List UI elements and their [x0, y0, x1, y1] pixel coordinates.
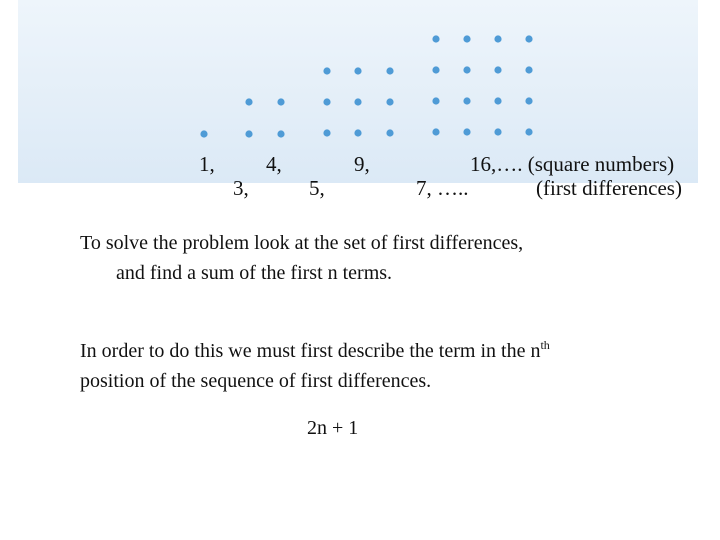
dot — [432, 35, 439, 42]
dot-pattern-9 — [323, 67, 393, 136]
dot — [463, 128, 470, 135]
dot — [463, 97, 470, 104]
first-differences-label: (first differences) — [536, 176, 682, 200]
dot — [277, 130, 284, 137]
dot — [432, 128, 439, 135]
dot — [494, 66, 501, 73]
dot — [386, 67, 393, 74]
explanation-line-1 — [80, 336, 550, 366]
square-number-1: 1, — [199, 152, 215, 176]
dot — [354, 129, 361, 136]
difference-7: 7, ….. — [416, 176, 469, 200]
dot — [494, 35, 501, 42]
square-number-16: 16,…. (square numbers) — [470, 152, 675, 176]
dot — [432, 66, 439, 73]
dot — [323, 67, 330, 74]
dot — [494, 97, 501, 104]
dot — [386, 129, 393, 136]
dot — [354, 67, 361, 74]
square-number-9: 9, — [354, 152, 370, 176]
difference-3: 3, — [233, 176, 249, 200]
dot — [525, 35, 532, 42]
dot — [200, 130, 207, 137]
instruction-line-2: and find a sum of the first n terms. — [116, 262, 393, 284]
explanation-line-2: position of the sequence of first differences. — [80, 370, 432, 392]
dot — [525, 97, 532, 104]
explanation-line-1-text: In order to do this we must first describe the term in the n — [80, 340, 541, 362]
nth-term-formula: 2n + 1 — [307, 417, 359, 439]
dot — [525, 66, 532, 73]
difference-5: 5, — [309, 176, 325, 200]
dot — [432, 97, 439, 104]
dot — [245, 98, 252, 105]
dot — [323, 129, 330, 136]
square-number-4: 4, — [266, 152, 282, 176]
dot — [463, 35, 470, 42]
dot — [525, 128, 532, 135]
dot — [386, 98, 393, 105]
dot-pattern-16 — [432, 35, 532, 135]
dot — [354, 98, 361, 105]
dot-pattern-4 — [245, 98, 284, 137]
dot — [245, 130, 252, 137]
instruction-line-1: To solve the problem look at the set of first differences, — [80, 232, 524, 254]
dot — [277, 98, 284, 105]
dot — [323, 98, 330, 105]
dot — [494, 128, 501, 135]
dot — [463, 66, 470, 73]
superscript-th: th — [540, 338, 550, 352]
dot-pattern-1 — [200, 130, 207, 137]
